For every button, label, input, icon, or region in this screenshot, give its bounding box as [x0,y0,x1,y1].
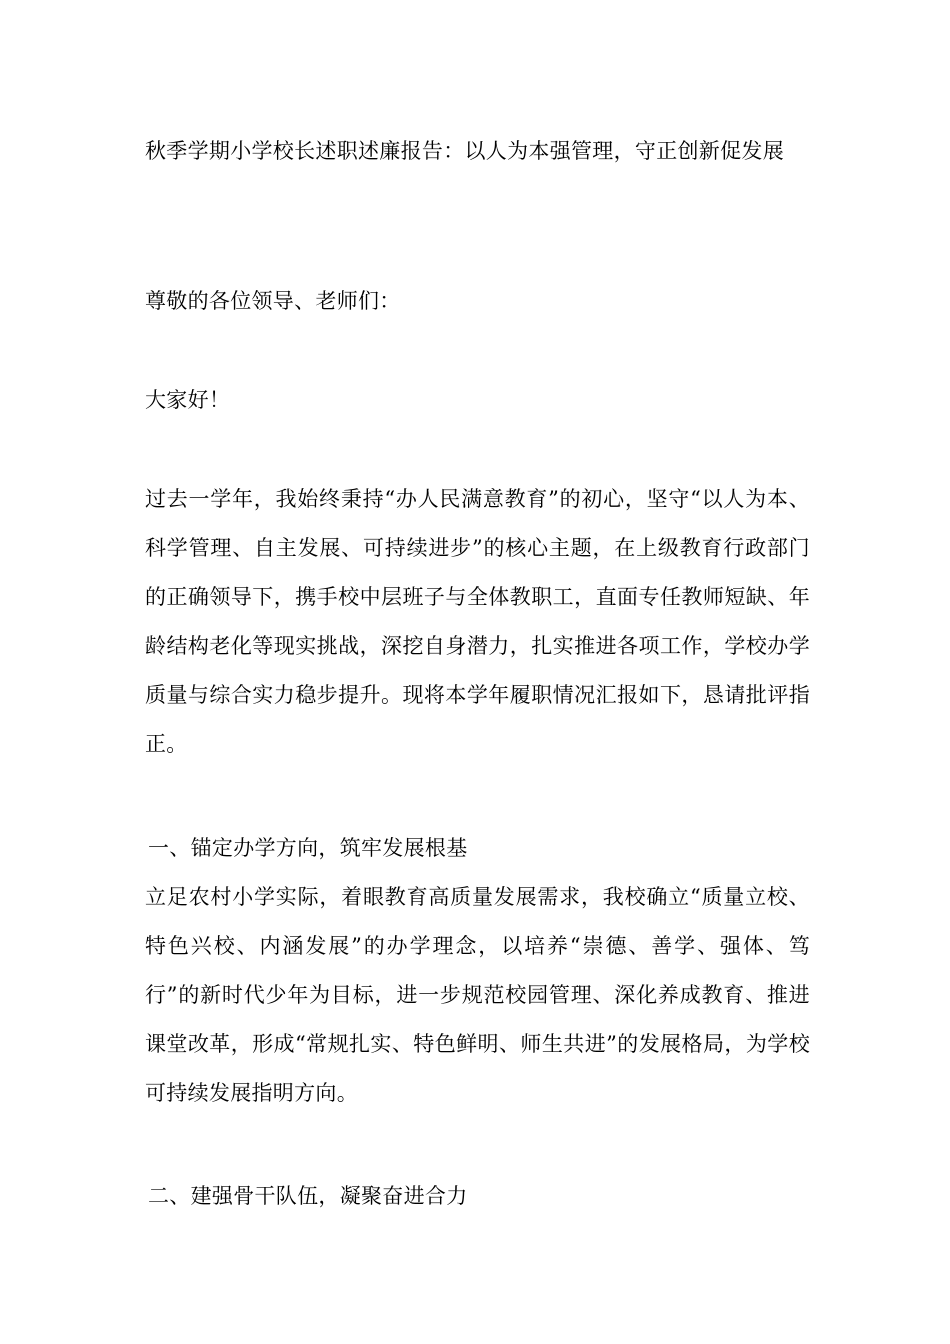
intro-paragraph: 过去一学年，我始终秉持“办人民满意教育”的初心，坚守“以人为本、科学管理、自主发展、可持续进步”的核心主题，在上级教育行政部门的正确领导下，携手校中层班子与全体教职工，直面专任教师短缺、年龄结构老化等现实挑战，深挖自身潜力，扎实推进各项工作，学校办学质量与综合实力稳步提升。现将本学年履职情况汇报如下，恳请批评指正。 [145,487,810,756]
section-1-heading: 一、锚定办学方向，筑牢发展根基 [148,836,468,860]
document-title: 秋季学期小学校长述职述廉报告：以人为本强管理，守正创新促发展 [145,139,784,163]
section-2-heading: 二、建强骨干队伍，凝聚奋进合力 [148,1184,468,1208]
greeting: 大家好！ [145,388,231,412]
section-1-paragraph: 立足农村小学实际，着眼教育高质量发展需求，我校确立“质量立校、特色兴校、内涵发展”的办学理念，以培养“崇德、善学、强体、笃行”的新时代少年为目标，进一步规范校园管理、深化养成教育、推进课堂改革，形成“常规扎实、特色鲜明、师生共进”的发展格局，为学校可持续发展指明方向。 [145,885,810,1105]
salutation: 尊敬的各位领导、老师们： [145,289,401,313]
